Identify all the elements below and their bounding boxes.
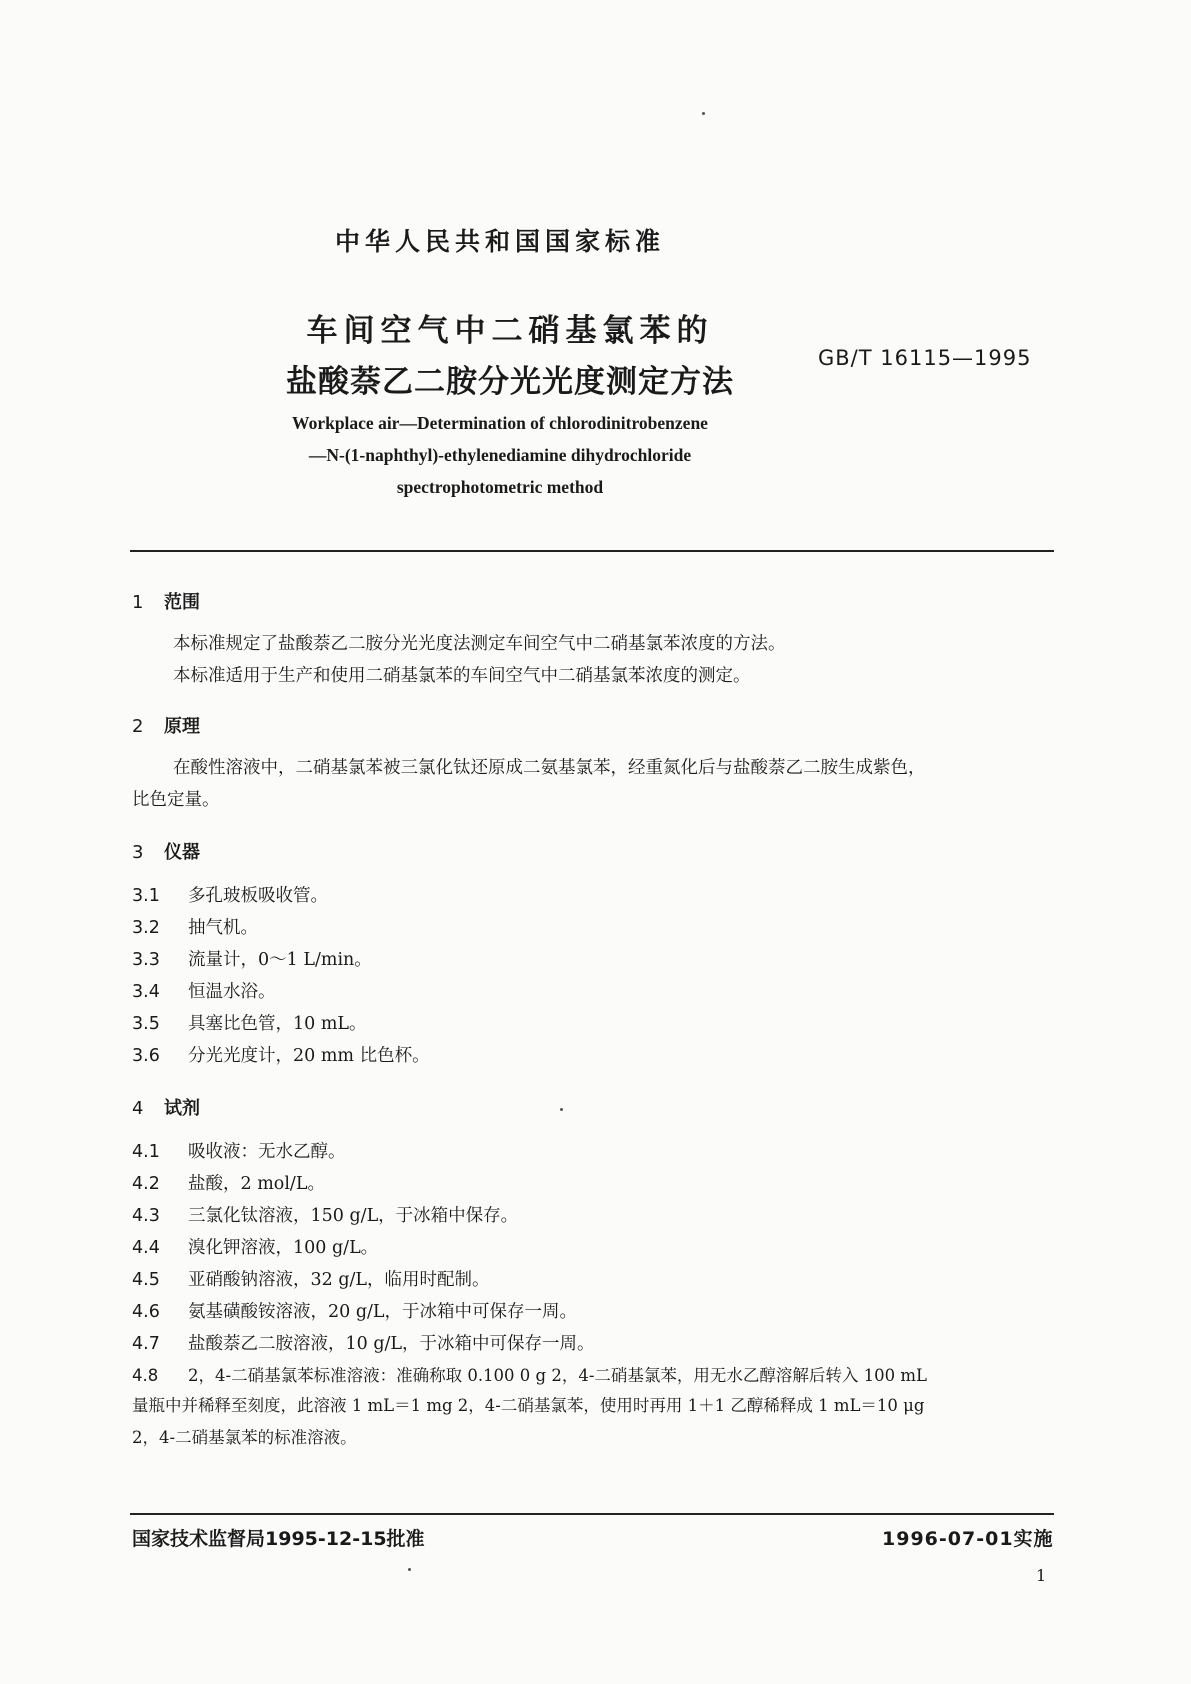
item-text: 亚硝酸钠溶液，32 g/L，临用时配制。 — [188, 1270, 490, 1290]
list-item — [132, 914, 258, 939]
item-text: 氨基磺酸铵溶液，20 g/L，于冰箱中可保存一周。 — [188, 1302, 578, 1322]
item-number: 3.4 — [132, 982, 160, 1002]
item-number: 4.5 — [132, 1270, 160, 1290]
item-text: 多孔玻板吸收管。 — [188, 886, 328, 906]
item-number: 3.3 — [132, 950, 160, 970]
section-title: 试剂 — [164, 1098, 200, 1119]
section-heading-apparatus — [132, 838, 200, 864]
item-number: 4.3 — [132, 1206, 160, 1226]
list-item — [132, 1170, 325, 1195]
section-number: 2 — [132, 716, 144, 737]
list-item — [132, 1330, 595, 1355]
section-number: 4 — [132, 1098, 144, 1119]
effective-date-statement: 1996-07-01实施 — [882, 1528, 1054, 1550]
title-english-line-1: Workplace air—Determination of chlorodinitrobenzene — [292, 413, 708, 433]
item-number: 4.4 — [132, 1238, 160, 1258]
standard-code: GB/T 16115—1995 — [818, 346, 1032, 370]
section-title: 范围 — [164, 592, 200, 613]
list-item — [132, 1234, 378, 1259]
scan-speck — [408, 1568, 411, 1571]
list-item — [132, 1266, 490, 1291]
list-item-4-8-line-1 — [132, 1362, 927, 1386]
item-number: 3.2 — [132, 918, 160, 938]
list-item-4-8-line-3: 2，4-二硝基氯苯的标准溶液。 — [132, 1428, 357, 1447]
item-text: 三氯化钛溶液，150 g/L，于冰箱中保存。 — [188, 1206, 519, 1226]
list-item — [132, 1010, 367, 1035]
list-item — [132, 1042, 430, 1067]
section-heading-reagents — [132, 1094, 200, 1120]
list-item — [132, 1202, 518, 1227]
item-number: 4.1 — [132, 1142, 160, 1162]
principle-paragraph-line-1: 在酸性溶液中，二硝基氯苯被三氯化钛还原成二氨基氯苯，经重氮化后与盐酸萘乙二胺生成紫色， — [173, 758, 926, 778]
section-number: 3 — [132, 842, 144, 863]
title-chinese-line-2: 盐酸萘乙二胺分光光度测定方法 — [286, 364, 734, 400]
item-text: 吸收液：无水乙醇。 — [188, 1142, 346, 1162]
item-number: 4.2 — [132, 1174, 160, 1194]
item-text: 恒温水浴。 — [188, 982, 276, 1002]
scope-paragraph-1: 本标准规定了盐酸萘乙二胺分光光度法测定车间空气中二硝基氯苯浓度的方法。 — [173, 634, 786, 654]
section-title: 仪器 — [164, 842, 200, 863]
item-text: 具塞比色管，10 mL。 — [188, 1014, 367, 1034]
title-english-line-2: —N-(1-naphthyl)-ethylenediamine dihydrochloride — [308, 445, 692, 465]
item-number: 3.6 — [132, 1046, 160, 1066]
list-item — [132, 1138, 346, 1163]
list-item — [132, 882, 328, 907]
item-text: 流量计，0～1 L/min。 — [188, 950, 372, 970]
item-number: 4.8 — [132, 1366, 159, 1385]
list-item — [132, 1298, 577, 1323]
item-text: 2，4-二硝基氯苯标准溶液：准确称取 0.100 0 g 2，4-二硝基氯苯，用无水乙醇溶解后转入 100 mL — [188, 1366, 928, 1385]
page-number: 1 — [1036, 1566, 1047, 1585]
item-number: 3.1 — [132, 886, 160, 906]
section-number: 1 — [132, 592, 144, 613]
section-title: 原理 — [164, 716, 200, 737]
footer-divider — [130, 1513, 1054, 1515]
section-heading-scope — [132, 588, 200, 614]
list-item — [132, 978, 276, 1003]
title-english-line-3: spectrophotometric method — [396, 477, 604, 497]
list-item-4-8-line-2: 量瓶中并稀释至刻度，此溶液 1 mL＝1 mg 2，4-二硝基氯苯，使用时再用 1＋1 乙醇稀释成 1 mL＝10 μg — [132, 1396, 925, 1415]
item-text: 盐酸萘乙二胺溶液，10 g/L，于冰箱中可保存一周。 — [188, 1334, 595, 1354]
header-divider — [130, 550, 1054, 552]
item-text: 溴化钾溶液，100 g/L。 — [188, 1238, 379, 1258]
item-text: 抽气机。 — [188, 918, 258, 938]
principle-paragraph-line-2: 比色定量。 — [132, 790, 220, 810]
list-item — [132, 946, 372, 971]
item-number: 3.5 — [132, 1014, 160, 1034]
approval-statement: 国家技术监督局1995-12-15批准 — [132, 1528, 425, 1550]
item-number: 4.6 — [132, 1302, 160, 1322]
item-text: 分光光度计，20 mm 比色杯。 — [188, 1046, 430, 1066]
scan-speck — [702, 112, 705, 115]
scan-speck — [560, 1108, 563, 1111]
section-heading-principle — [132, 712, 200, 738]
item-text: 盐酸，2 mol/L。 — [188, 1174, 325, 1194]
title-chinese-line-1: 车间空气中二硝基氯苯的 — [306, 313, 714, 349]
item-number: 4.7 — [132, 1334, 160, 1354]
issuing-organization: 中华人民共和国国家标准 — [334, 227, 665, 256]
scope-paragraph-2: 本标准适用于生产和使用二硝基氯苯的车间空气中二硝基氯苯浓度的测定。 — [173, 666, 751, 686]
